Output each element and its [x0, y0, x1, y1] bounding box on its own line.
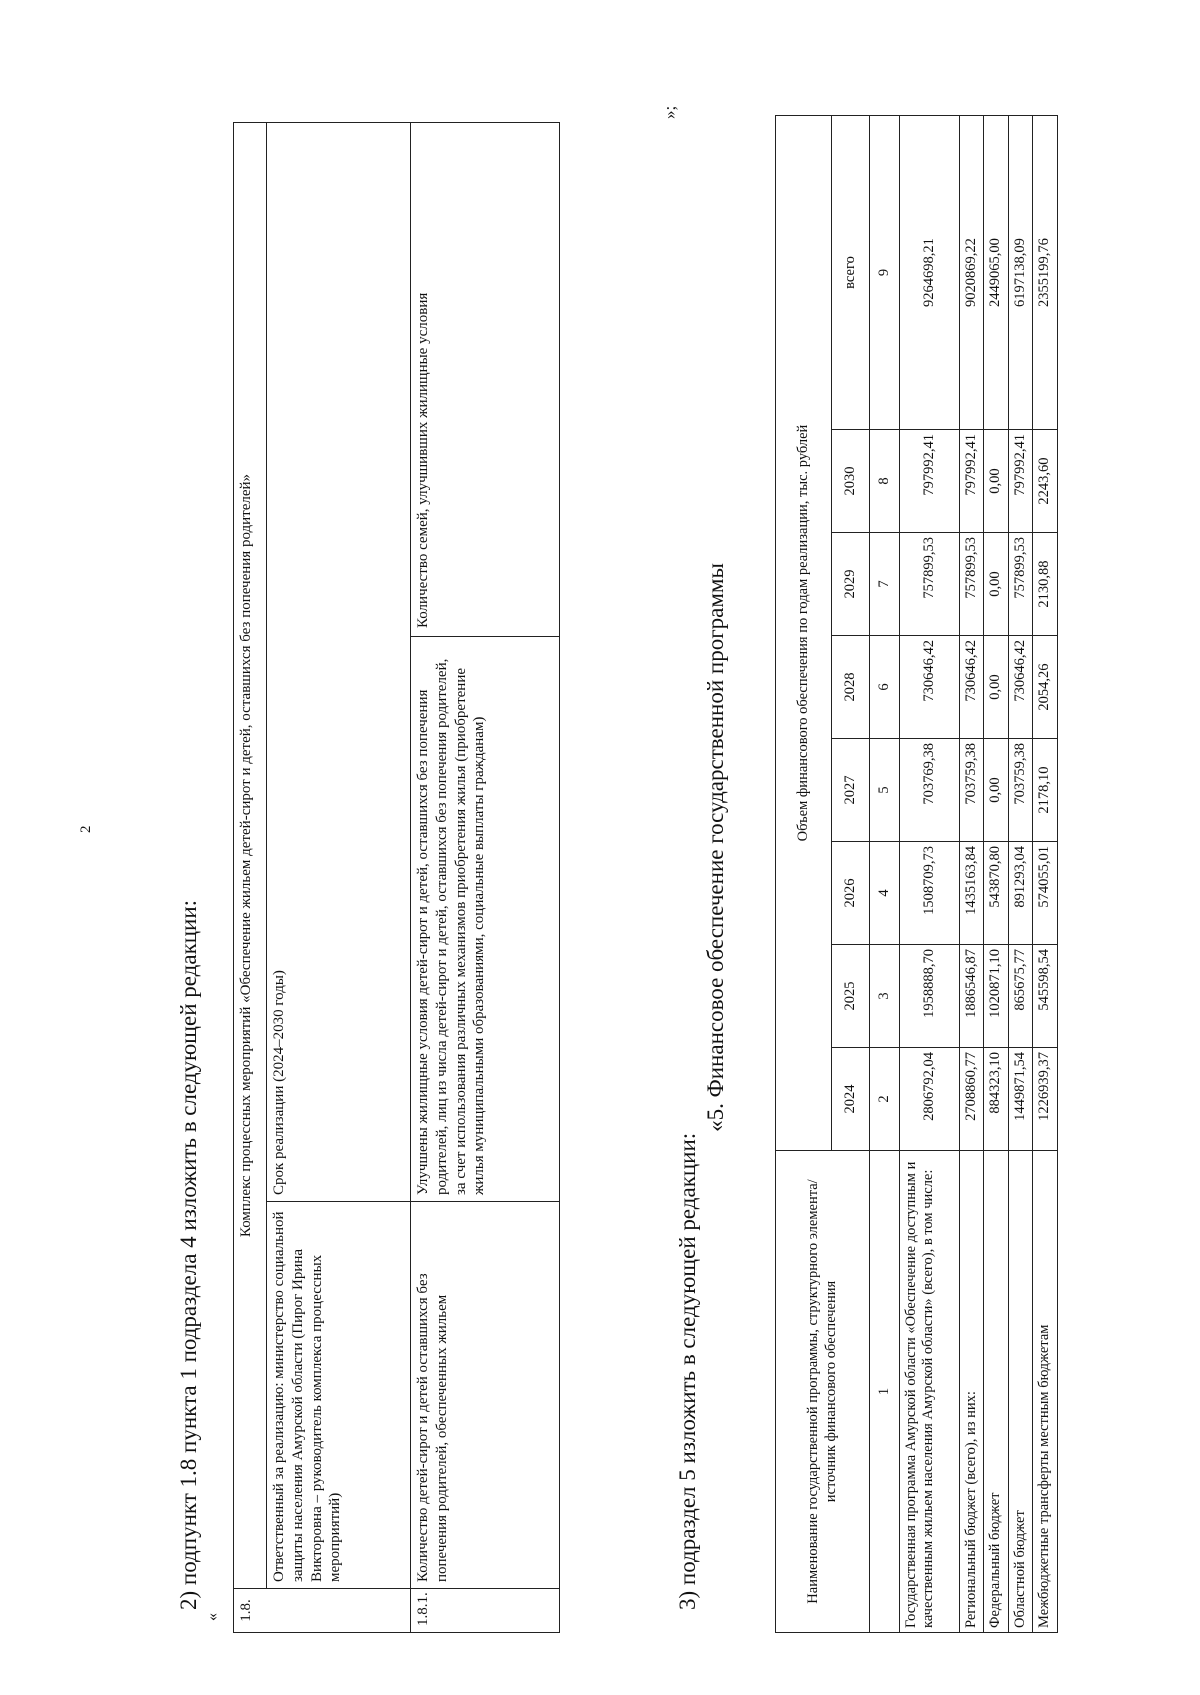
table-cell: 2708860,77: [960, 1048, 984, 1151]
table-cell: 574055,01: [1033, 842, 1057, 945]
total-header: всего: [832, 115, 870, 429]
table-cell: 797992,41: [900, 430, 960, 533]
table-cell: 1435163,84: [960, 842, 984, 945]
total-cell: 9264698,21: [900, 115, 960, 429]
table-cell: 0,00: [984, 533, 1008, 636]
column-number: 5: [870, 739, 900, 842]
row-label: Государственная программа Амурской области «Обеспечение доступным и качественным жильем населения Амурской области» (всего), в том числе:: [900, 1151, 960, 1633]
row-label: Региональный бюджет (всего), из них:: [960, 1151, 984, 1633]
table-cell: 730646,42: [1008, 636, 1032, 739]
row-number: 1.8.: [234, 1589, 411, 1633]
complex-title: Комплекс процессных мероприятий «Обеспечение жильем детей-сирот и детей, оставшихся без попечения родителей»: [234, 122, 267, 1588]
table-cell: 2130,88: [1033, 533, 1057, 636]
column-group-header: Объем финансового обеспечения по годам реализации, тыс. рублей: [776, 115, 832, 1150]
table-cell: 865675,77: [1008, 945, 1032, 1048]
column-number: 7: [870, 533, 900, 636]
table-cell: 757899,53: [960, 533, 984, 636]
table-cell: 703759,38: [960, 739, 984, 842]
row-label: Федеральный бюджет: [984, 1151, 1008, 1633]
column-number: 4: [870, 842, 900, 945]
table-row: [1033, 115, 1057, 1632]
period-cell: Срок реализации (2024–2030 годы): [267, 122, 411, 1201]
table-cell: 797992,41: [1008, 430, 1032, 533]
column-number: 1: [870, 1151, 900, 1633]
table-cell: 0,00: [984, 636, 1008, 739]
year-header: 2024: [832, 1048, 870, 1151]
header-row: [776, 115, 832, 1632]
table-cell: 2806792,04: [900, 1048, 960, 1151]
total-cell: 9020869,22: [960, 115, 984, 429]
total-cell: 2355199,76: [1033, 115, 1057, 429]
table-cell: 1508709,73: [900, 842, 960, 945]
opening-quote: «: [204, 1613, 221, 1621]
column-number: 2: [870, 1048, 900, 1151]
result-description: Улучшены жилищные условия детей-сирот и детей, оставшихся без попечения родителей, лиц из числа детей-сирот и детей, оставшихся без попечения родителей, за счет использования различных механизмов приобретения жилья (приобретение жилья муниципальными образованиями, социальные выплаты гражданам): [411, 636, 559, 1195]
table-cell: 884323,10: [984, 1048, 1008, 1151]
total-cell: 6197138,09: [1008, 115, 1032, 429]
table-cell: 1020871,10: [984, 945, 1008, 1048]
table-row: [411, 122, 560, 1632]
table-cell: 2178,10: [1033, 739, 1057, 842]
year-header: 2028: [832, 636, 870, 739]
page-number: 2: [78, 825, 94, 833]
task-cell: Количество детей-сирот и детей оставшихся без попечения родителей, обеспеченных жильем: [411, 1202, 560, 1589]
table-cell: 730646,42: [900, 636, 960, 739]
table-row: [267, 122, 411, 1632]
column-number: 3: [870, 945, 900, 1048]
table-cell: 703769,38: [900, 739, 960, 842]
column-number: 8: [870, 430, 900, 533]
year-header: 2029: [832, 533, 870, 636]
responsible-cell: Ответственный за реализацию: министерство социальной защиты населения Амурской области (Пирог Ирина Викторовна – руководитель комплекса процессных мероприятий): [267, 1202, 411, 1589]
column-number: 9: [870, 115, 900, 429]
result-cell: [411, 122, 560, 1201]
table-row: [1008, 115, 1032, 1632]
table-cell: 1226939,37: [1033, 1048, 1057, 1151]
column-number: 6: [870, 636, 900, 739]
row-label: Межбюджетные трансферты местным бюджетам: [1033, 1151, 1057, 1633]
closing-quote: »;: [660, 105, 679, 119]
table-cell: 730646,42: [960, 636, 984, 739]
table-cell: 797992,41: [960, 430, 984, 533]
process-measures-table: [233, 122, 560, 1633]
year-header: 2030: [832, 430, 870, 533]
table-cell: 891293,04: [1008, 842, 1032, 945]
table-cell: 1449871,54: [1008, 1048, 1032, 1151]
section-title: «5. Финансовое обеспечение государственной программы: [703, 563, 728, 1132]
year-header: 2025: [832, 945, 870, 1048]
year-header: 2026: [832, 842, 870, 945]
row-label: Областной бюджет: [1008, 1151, 1032, 1633]
table-cell: 543870,80: [984, 842, 1008, 945]
column-header-name: Наименование государственной программы, структурного элемента/источник финансового обеспечения: [776, 1151, 870, 1633]
table-cell: 703759,38: [1008, 739, 1032, 842]
table-cell: 1958888,70: [900, 945, 960, 1048]
year-header: 2027: [832, 739, 870, 842]
total-cell: 2449065,00: [984, 115, 1008, 429]
table-row: [900, 115, 960, 1632]
table-row: [234, 122, 267, 1632]
table-cell: 1886546,87: [960, 945, 984, 1048]
column-number-row: [870, 115, 900, 1632]
table-cell: 0,00: [984, 430, 1008, 533]
row-number: 1.8.1.: [411, 1589, 560, 1633]
indicator-description: Количество семей, улучшивших жилищные условия: [415, 292, 431, 628]
table-cell: 757899,53: [900, 533, 960, 636]
table-cell: 545598,54: [1033, 945, 1057, 1048]
amendment-heading-2: 2) подпункт 1.8 пункта 1 подраздела 4 изложить в следующей редакции:: [176, 899, 201, 1610]
table-cell: 2243,60: [1033, 430, 1057, 533]
table-row: [960, 115, 984, 1632]
table-cell: 0,00: [984, 739, 1008, 842]
table-row: [984, 115, 1008, 1632]
finance-table: [775, 115, 1058, 1633]
table-cell: 2054,26: [1033, 636, 1057, 739]
amendment-heading-3: 3) подраздел 5 изложить в следующей редакции:: [675, 1132, 700, 1610]
table-cell: 757899,53: [1008, 533, 1032, 636]
